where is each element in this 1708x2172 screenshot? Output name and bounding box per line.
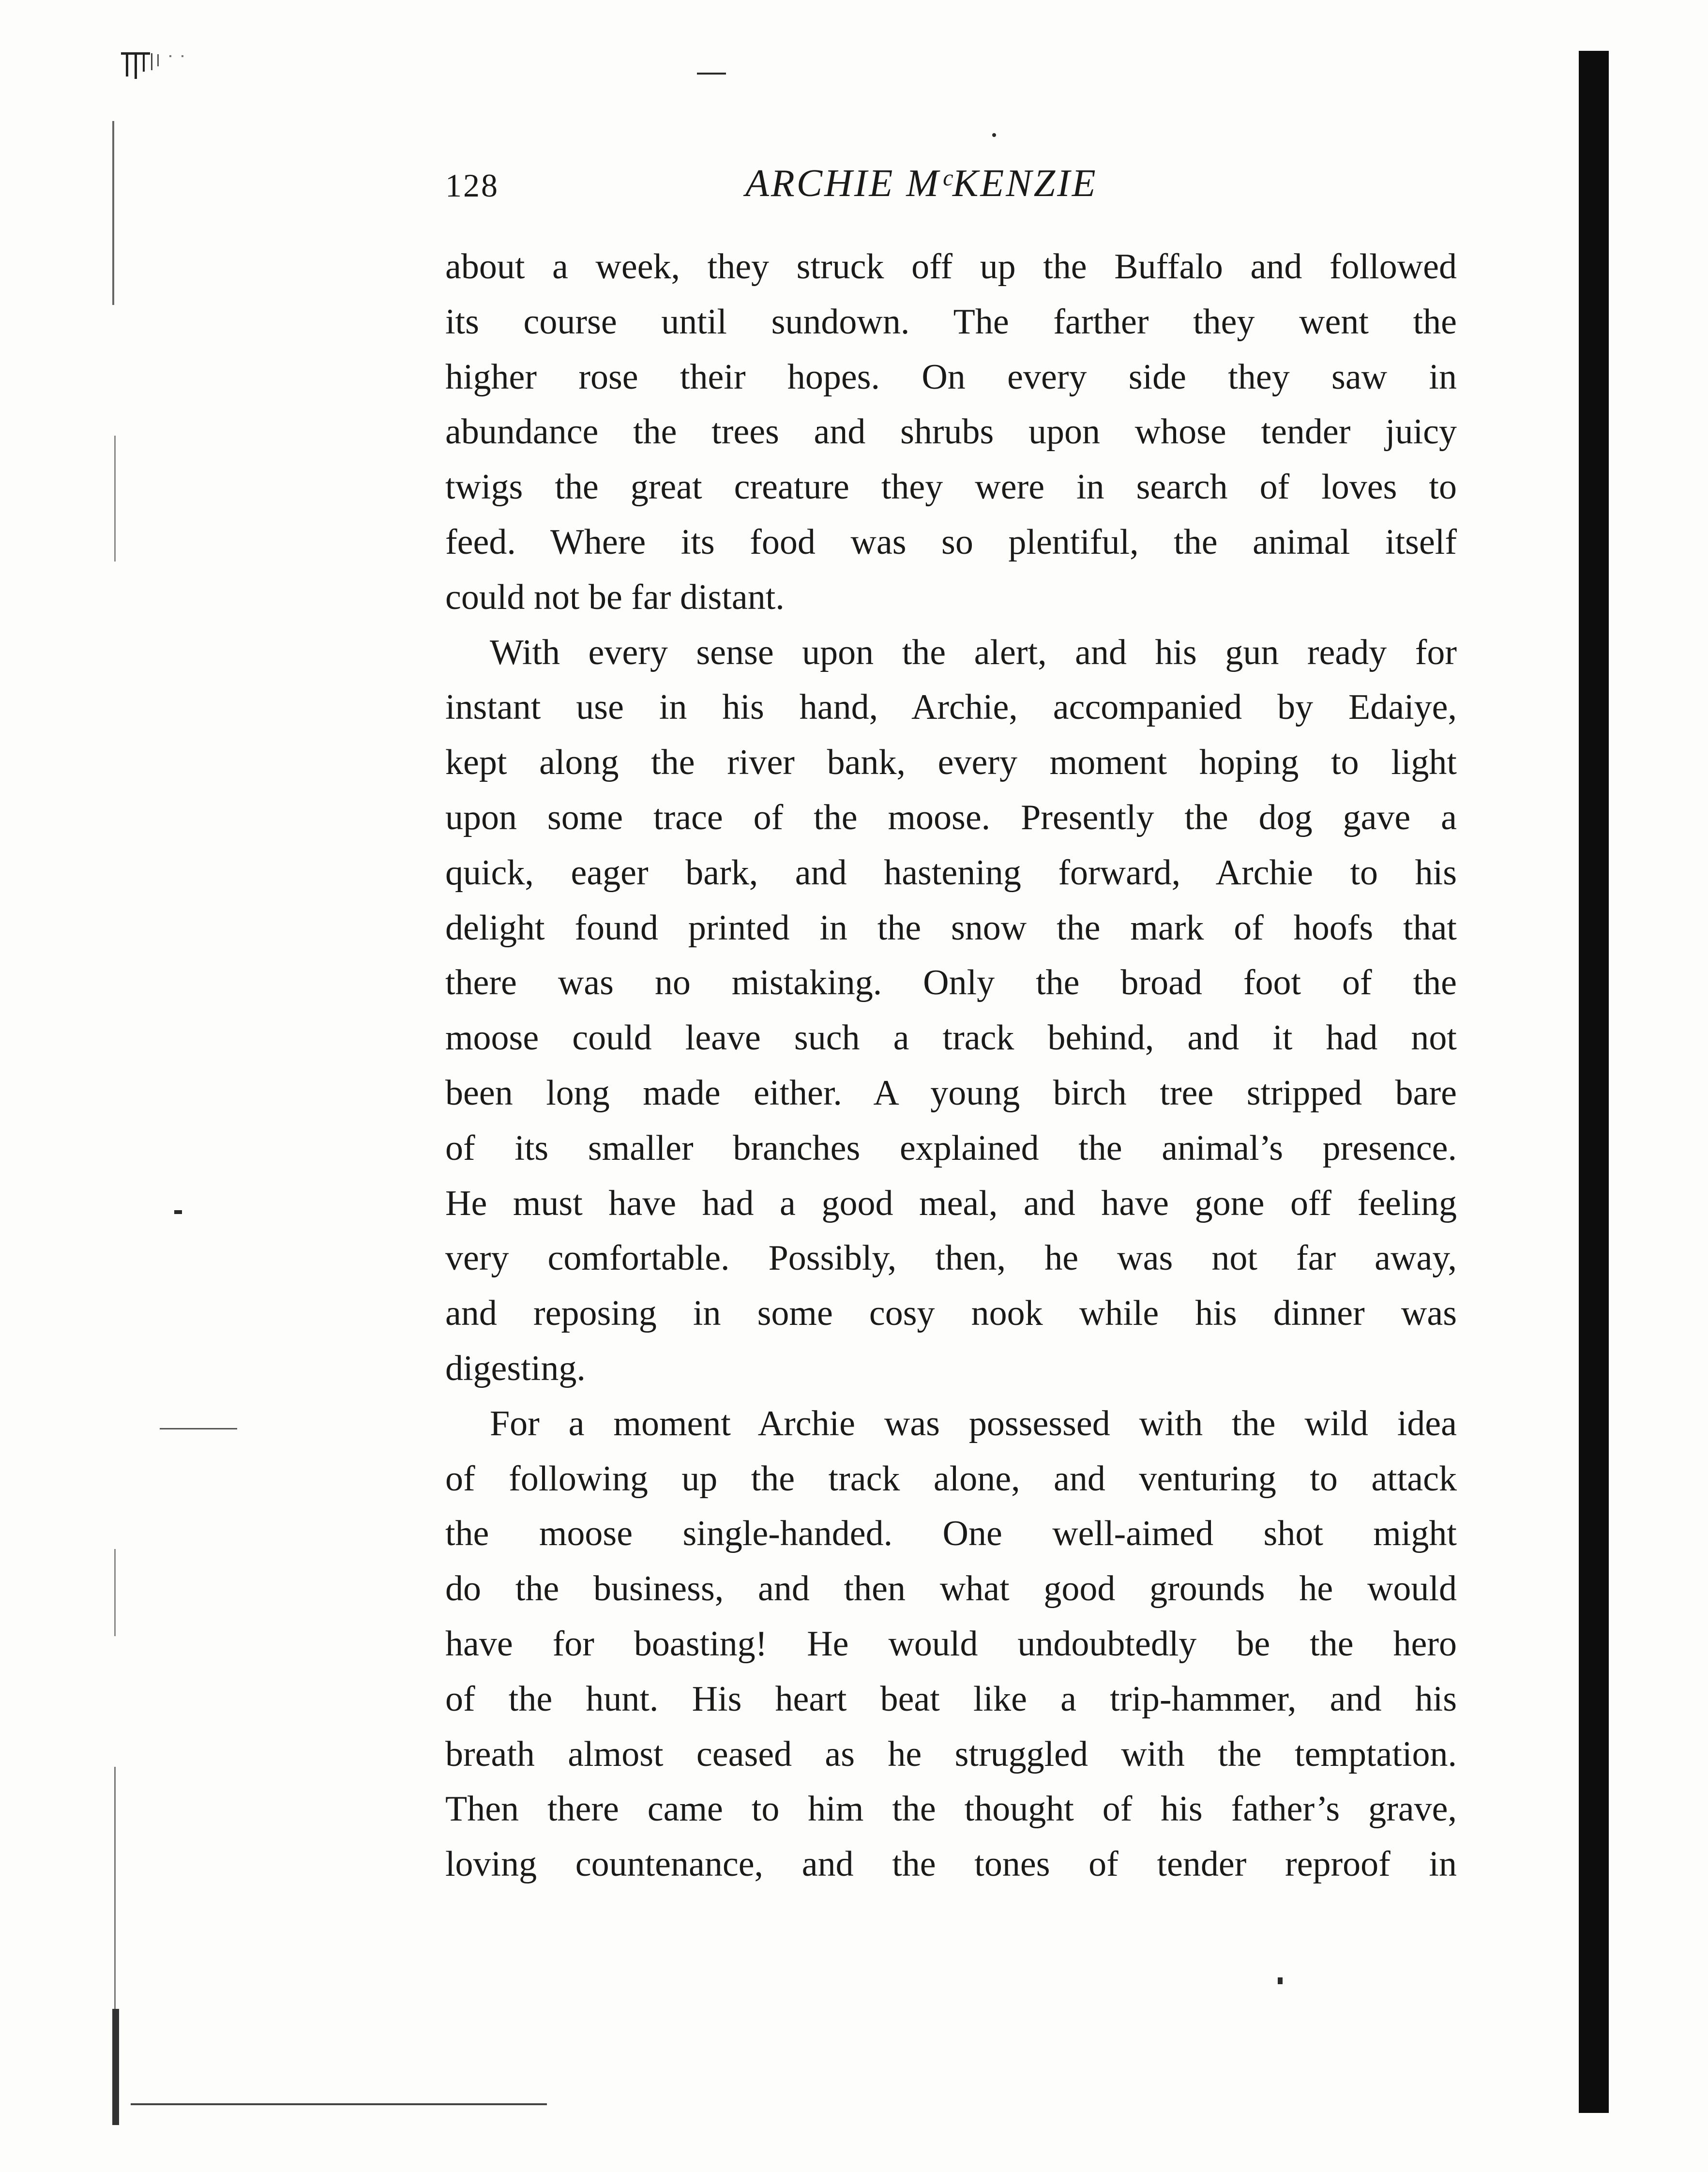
scan-dot-mark [174, 1210, 182, 1214]
text-line: twigs the great creature they were in search of loves to [445, 467, 1457, 507]
text-line: He must have had a good meal, and have gone off feeling [445, 1183, 1457, 1223]
scan-dash-mark [160, 1428, 237, 1429]
scan-dot-mark [992, 133, 996, 137]
text-line: breath almost ceased as he struggled with the temptation. [445, 1734, 1457, 1774]
text-line: of its smaller branches explained the animal’s presence. [445, 1128, 1457, 1168]
page-number: 128 [445, 167, 499, 204]
scan-dot-mark [1278, 1977, 1283, 1984]
text-line: of the hunt. His heart beat like a trip-hammer, and his [445, 1679, 1457, 1719]
body-text [445, 240, 1457, 1892]
text-line: feed. Where its food was so plentiful, the animal itself [445, 522, 1457, 562]
text-line: moose could leave such a track behind, and it had not [445, 1018, 1457, 1058]
text-line: of following up the track alone, and venturing to attack [445, 1458, 1457, 1499]
text-line: kept along the river bank, every moment hoping to light [445, 743, 1457, 783]
scan-left-margin-marks [111, 121, 121, 2130]
scan-dash-mark [697, 73, 726, 75]
scan-bottom-rule [131, 2103, 547, 2105]
text-line: For a moment Archie was possessed with the wild idea [490, 1403, 1457, 1443]
text-line: upon some trace of the moose. Presently the dog gave a [445, 797, 1457, 837]
text-line: do the business, and then what good grounds he would [445, 1569, 1457, 1609]
text-line: abundance the trees and shrubs upon whose tender juicy [445, 412, 1457, 452]
text-line: quick, eager bark, and hastening forward, Archie to his [445, 852, 1457, 893]
text-line: instant use in his hand, Archie, accompanied by Edaiye, [445, 687, 1457, 728]
text-line: Then there came to him the thought of his father’s grave, [445, 1789, 1457, 1829]
text-line: there was no mistaking. Only the broad foot of the [445, 963, 1457, 1003]
text-line: loving countenance, and the tones of tender reproof in [445, 1844, 1457, 1884]
text-line: very comfortable. Possibly, then, he was not far away, [445, 1238, 1457, 1278]
running-header [445, 160, 1457, 218]
text-line: With every sense upon the alert, and his gun ready for [490, 632, 1457, 672]
text-line: digesting. [445, 1348, 586, 1388]
text-line: and reposing in some cosy nook while his dinner was [445, 1293, 1457, 1334]
text-line: delight found printed in the snow the mark of hoofs that [445, 908, 1457, 948]
text-line: could not be far distant. [445, 577, 785, 617]
text-line: higher rose their hopes. On every side they saw in [445, 357, 1457, 397]
text-line: the moose single-handed. One well-aimed shot might [445, 1514, 1457, 1554]
text-line: its course until sundown. The farther they went the [445, 302, 1457, 342]
text-line: been long made either. A young birch tree stripped bare [445, 1073, 1457, 1113]
binding-shadow [1579, 51, 1609, 2113]
text-line: about a week, they struck off up the Buffalo and followed [445, 247, 1457, 287]
text-line: have for boasting! He would undoubtedly be the hero [445, 1624, 1457, 1664]
scan-corner-marks [116, 48, 198, 82]
running-title: ARCHIE MᶜKENZIE [745, 162, 1098, 205]
